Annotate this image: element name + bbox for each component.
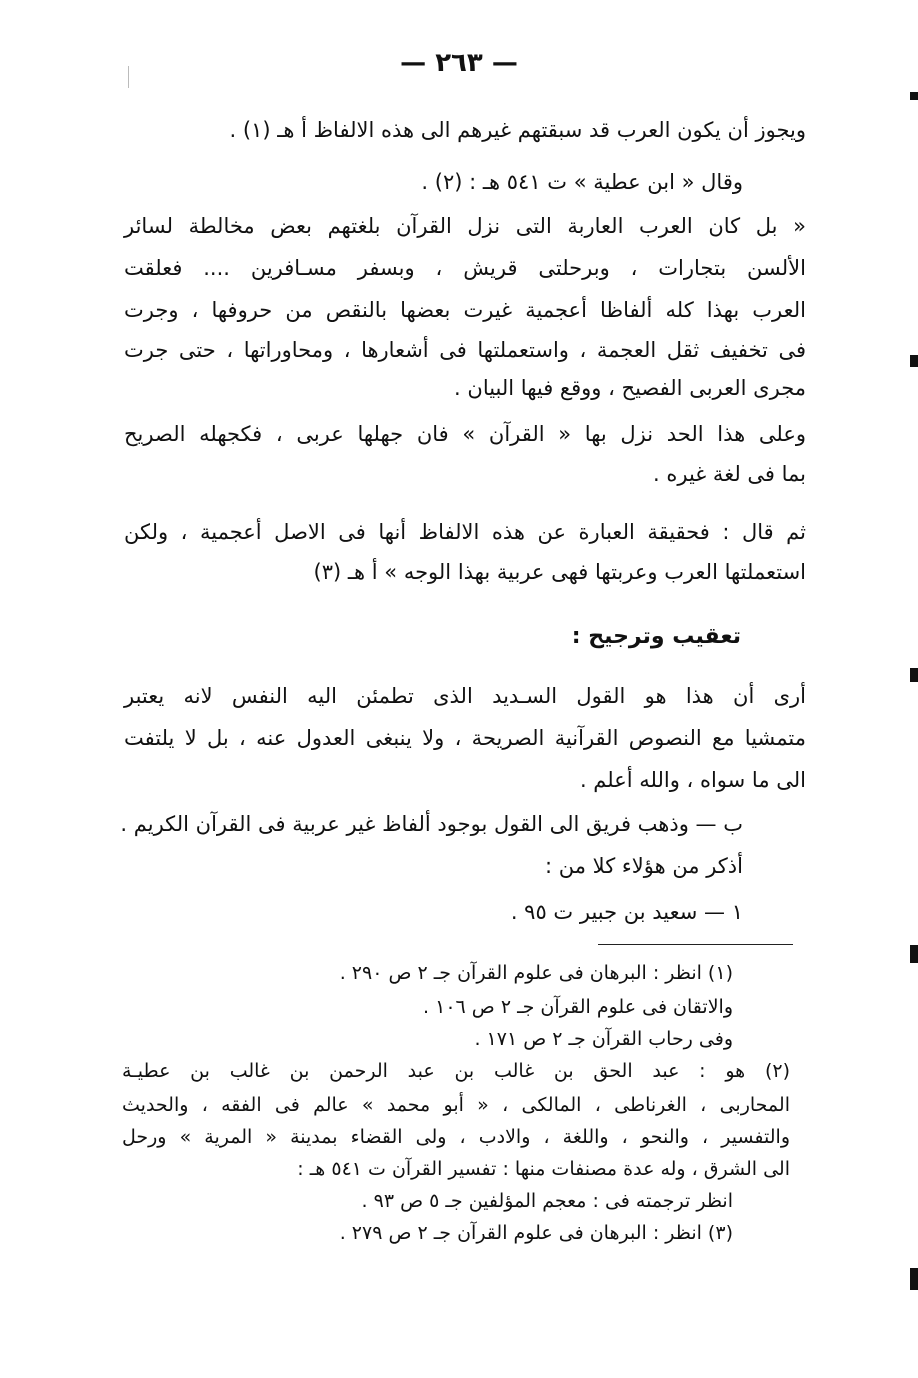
scan-edge-mark xyxy=(910,92,918,100)
paragraph-line: أذكر من هؤلاء كلا من : xyxy=(545,854,743,878)
scan-edge-mark xyxy=(910,1268,918,1290)
footnote: انظر ترجمته فى : معجم المؤلفين جـ ٥ ص ٩٣ . xyxy=(361,1190,733,1212)
page-number: — ٢٦٣ — xyxy=(400,48,518,78)
quote-line: فى تخفيف ثقل العجمة ، واستعملتها فى أشعارها ، ومحاوراتها ، حتى جرت xyxy=(124,338,806,362)
footnote-divider xyxy=(598,944,793,945)
quote-line: العرب بهذا كله ألفاظا أعجمية غيرت بعضها بالنقص من حروفها ، وجرت xyxy=(124,298,806,322)
list-item: ١ — سعيد بن جبير ت ٩٥ . xyxy=(510,900,743,924)
paragraph-line: ب — وذهب فريق الى القول بوجود ألفاظ غير عربية فى القرآن الكريم . xyxy=(120,812,743,836)
footnote: (٢) هو : عبد الحق بن غالب بن عبد الرحمن بن غالب بن عطيـة xyxy=(122,1060,790,1082)
paragraph-line: وقال « ابن عطية » ت ٥٤١ هـ : (٢) . xyxy=(421,170,743,194)
paragraph-line: أرى أن هذا هو القول السـديد الذى تطمئن اليه النفس لانه يعتبر xyxy=(124,684,806,708)
scan-edge-mark xyxy=(910,945,918,963)
footnote: والتفسير ، والنحو ، واللغة ، والادب ، ولى القضاء بمدينة « المرية » ورحل xyxy=(122,1126,790,1148)
footnote: والاتقان فى علوم القرآن جـ ٢ ص ١٠٦ . xyxy=(423,996,733,1018)
quote-line: الألسن بتجارات ، وبرحلتى قريش ، وبسفر مسـافرين .... فعلقت xyxy=(124,256,806,280)
quote-line: بما فى لغة غيره . xyxy=(653,462,806,486)
footnote: المحاربى ، الغرناطى ، المالكى ، « أبو محمد » عالم فى الفقه ، والحديث xyxy=(122,1094,790,1116)
footnote: وفى رحاب القرآن جـ ٢ ص ١٧١ . xyxy=(474,1028,733,1050)
paragraph-line: استعملتها العرب وعربتها فهى عربية بهذا الوجه » أ هـ (٣) xyxy=(313,560,806,584)
scan-edge-mark xyxy=(910,668,918,682)
footnote: الى الشرق ، وله عدة مصنفات منها : تفسير القرآن ت ٥٤١ هـ : xyxy=(297,1158,790,1180)
footnote: (٣) انظر : البرهان فى علوم القرآن جـ ٢ ص ٢٧٩ . xyxy=(339,1222,733,1244)
scan-edge-mark xyxy=(910,355,918,367)
paragraph-line: ويجوز أن يكون العرب قد سبقتهم غيرهم الى هذه الالفاظ أ هـ (١) . xyxy=(229,118,806,142)
quote-line: مجرى العربى الفصيح ، ووقع فيها البيان . xyxy=(454,376,806,400)
quote-line: وعلى هذا الحد نزل بها « القرآن » فان جهلها عربى ، فكجهله الصريح xyxy=(124,422,806,446)
paragraph-line: ثم قال : فحقيقة العبارة عن هذه الالفاظ أنها فى الاصل أعجمية ، ولكن xyxy=(124,520,806,544)
quote-line: « بل كان العرب العاربة التى نزل القرآن بلغتهم بعض مخالطة لسائر xyxy=(124,214,806,238)
paragraph-line: متمشيا مع النصوص القرآنية الصريحة ، ولا ينبغى العدول عنه ، بل لا يلتفت xyxy=(124,726,806,750)
footnote: (١) انظر : البرهان فى علوم القرآن جـ ٢ ص ٢٩٠ . xyxy=(339,962,733,984)
paragraph-line: الى ما سواه ، والله أعلم . xyxy=(579,768,806,792)
section-heading: تعقيب وترجيح : xyxy=(571,624,741,649)
